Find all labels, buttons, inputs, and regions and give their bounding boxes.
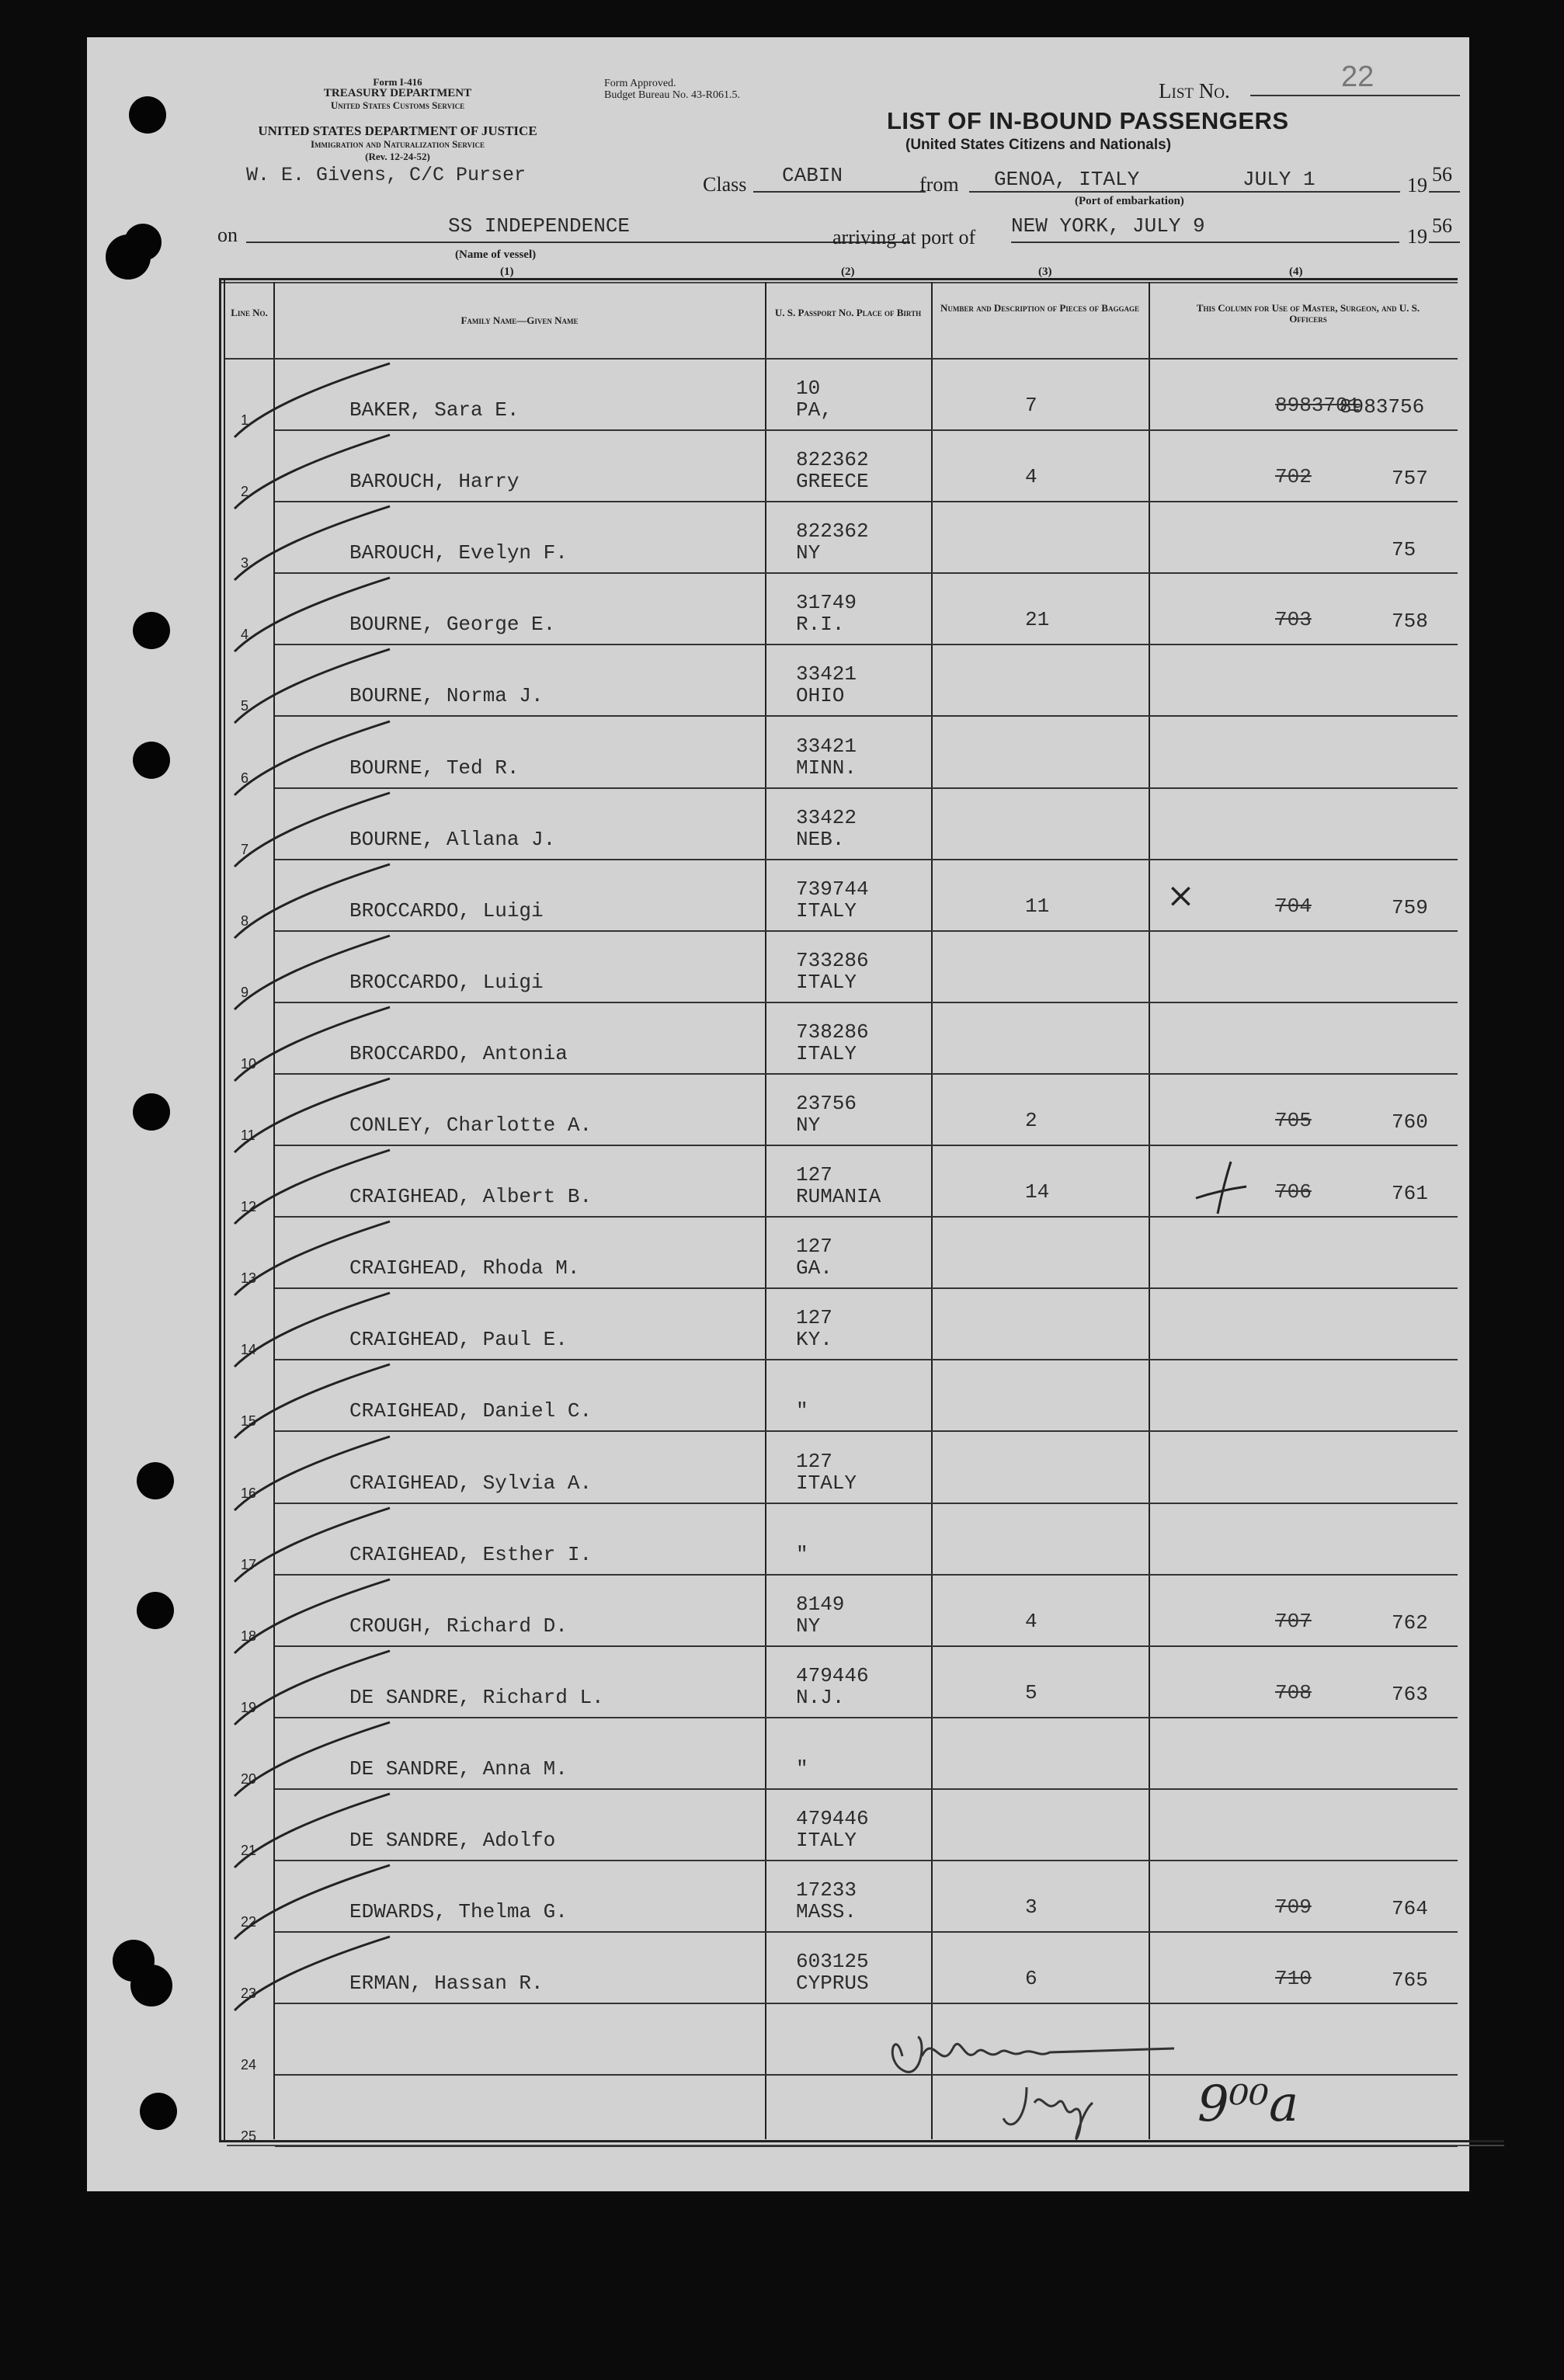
passport-number: 479446 [796,1664,869,1687]
form-number: Form I-416 [373,76,422,88]
row-divider [275,715,1458,717]
officer-code: 757 [1392,467,1428,490]
place-of-birth: OHIO [796,684,845,707]
passenger-name: CRAIGHEAD, Daniel C. [349,1399,593,1423]
officer-code: 758 [1392,610,1428,633]
col-header-name: Family Name—Given Name [461,314,579,326]
year-prefix-1: 19 [1407,174,1427,196]
port-embark-label: (Port of embarkation) [1075,195,1184,207]
baggage-count: 11 [1025,895,1050,918]
line-number: 22 [241,1914,257,1930]
ins: Immigration and Naturalization Service [310,138,485,150]
form-approved: Form Approved. [604,78,676,89]
table-row [87,502,1469,574]
passport-number: 33421 [796,735,857,758]
line-number: 1 [241,412,249,428]
baggage-count: 3 [1025,1895,1037,1919]
punch-hole [133,1093,170,1131]
line-number: 14 [241,1342,257,1357]
place-of-birth: NY [796,1114,821,1137]
punch-hole [137,1592,174,1629]
passport-number: 127 [796,1163,832,1187]
passport-number: 8149 [796,1593,845,1616]
table-row [87,1360,1469,1432]
table-row [87,1647,1469,1718]
baggage-count: 4 [1025,465,1037,488]
from-value: GENOA, ITALY [994,168,1140,191]
passport-number: 739744 [796,877,869,901]
table-row [87,1790,1469,1861]
officer-code: 761 [1392,1182,1428,1205]
passport-number: 738286 [796,1020,869,1044]
col2-number: (2) [841,266,855,278]
place-of-birth: " [796,1399,808,1423]
punch-hole [124,224,162,261]
passenger-name: CRAIGHEAD, Albert B. [349,1185,593,1208]
punch-hole [130,1965,172,2006]
col-header-passport: U. S. Passport No. Place of Birth [774,307,922,318]
passport-number: 10 [796,377,821,400]
passport-number: 33422 [796,806,857,829]
struck-code: 708 [1275,1681,1312,1704]
passenger-name: BOURNE, George E. [349,613,556,636]
table-row [87,645,1469,717]
vessel-name: SS INDEPENDENCE [448,214,631,238]
table-row [87,932,1469,1003]
punch-hole [140,2093,177,2130]
class-label: Class [703,173,747,196]
table-row [87,860,1469,932]
class-value: CABIN [782,164,843,187]
table-row [87,1218,1469,1289]
on-label: on [217,224,238,246]
place-of-birth: ITALY [796,971,857,994]
passport-number: 33421 [796,662,857,686]
struck-code: 702 [1275,465,1312,488]
table-row [87,1289,1469,1360]
passport-number: 733286 [796,949,869,972]
passport-number: 127 [796,1450,832,1473]
row-divider [275,1430,1458,1432]
baggage-count: 6 [1025,1967,1037,1990]
line-number: 21 [241,1843,257,1858]
officer-code: 760 [1392,1110,1428,1134]
baggage-count: 2 [1025,1109,1037,1132]
passenger-name: BAROUCH, Evelyn F. [349,541,568,565]
punch-hole [133,742,170,779]
year-2: 56 [1432,214,1452,237]
vessel-label: (Name of vessel) [455,248,537,261]
place-of-birth: PA, [796,398,832,422]
passport-number: 31749 [796,591,857,614]
page-subtitle: (United States Citizens and Nationals) [905,137,1172,153]
justice-department: UNITED STATES DEPARTMENT OF JUSTICE [258,123,537,138]
passenger-name: BAKER, Sara E. [349,398,520,422]
punch-hole [137,1462,174,1499]
passenger-name: CRAIGHEAD, Sylvia A. [349,1471,593,1495]
revision: (Rev. 12-24-52) [365,151,430,162]
table-row [87,1003,1469,1075]
place-of-birth: CYPRUS [796,1972,869,1995]
arrival-port-date: NEW YORK, JULY 9 [1011,214,1205,238]
line-number: 11 [241,1127,255,1143]
embark-date: JULY 1 [1243,168,1315,191]
tick-mark: × [1166,876,1195,916]
col4-number: (4) [1289,266,1303,278]
passenger-name: CROUGH, Richard D. [349,1614,568,1638]
passenger-name: BROCCARDO, Antonia [349,1042,568,1065]
line-number: 3 [241,555,249,571]
line-number: 13 [241,1270,257,1286]
line-number: 24 [241,2057,257,2073]
passport-number: 127 [796,1306,832,1329]
line-number: 2 [241,484,249,499]
passenger-name: ERMAN, Hassan R. [349,1972,544,1995]
passenger-name: BOURNE, Allana J. [349,828,556,851]
year-prefix-2: 19 [1407,225,1427,248]
place-of-birth: ITALY [796,1471,857,1495]
line-number: 18 [241,1628,257,1644]
table-row [87,789,1469,860]
line-number: 23 [241,1986,257,2001]
baggage-count: 7 [1025,394,1037,417]
passenger-name: CRAIGHEAD, Paul E. [349,1328,568,1351]
line-number: 6 [241,770,249,786]
struck-code: 8983701 [1275,394,1361,417]
passenger-name: BROCCARDO, Luigi [349,971,544,994]
table-row [87,1933,1469,2004]
passport-number: 822362 [796,448,869,471]
table-row [87,1146,1469,1218]
baggage-count: 21 [1025,608,1050,631]
purser: W. E. Givens, C/C Purser [246,164,527,186]
passport-number: 23756 [796,1092,857,1115]
list-no: 22 [1341,61,1375,93]
table-row [87,431,1469,502]
place-of-birth: GREECE [796,470,869,493]
struck-code: 709 [1275,1895,1312,1919]
table-row [87,360,1469,431]
manifest-sheet [87,37,1469,2191]
list-no-label: List No. [1159,79,1230,102]
struck-code: 706 [1275,1180,1312,1204]
table-row [87,2004,1469,2076]
line-number: 19 [241,1700,257,1715]
handwritten-signature [879,2010,1205,2149]
table-row [87,717,1469,789]
struck-code: 704 [1275,895,1312,918]
place-of-birth: R.I. [796,613,845,636]
place-of-birth: N.J. [796,1686,845,1709]
officer-code: 763 [1392,1683,1428,1706]
col3-number: (3) [1038,266,1052,278]
passport-number: 17233 [796,1878,857,1902]
passenger-name: BROCCARDO, Luigi [349,899,544,922]
year-1: 56 [1432,163,1452,186]
line-number: 9 [241,985,249,1000]
passenger-name: EDWARDS, Thelma G. [349,1900,568,1923]
place-of-birth: MINN. [796,756,857,780]
line-number: 10 [241,1056,257,1072]
place-of-birth: NEB. [796,828,845,851]
passport-number: 822362 [796,519,869,543]
line-number: 4 [241,627,249,642]
line-number: 17 [241,1557,257,1572]
passenger-name: DE SANDRE, Adolfo [349,1829,556,1852]
passport-number: 479446 [796,1807,869,1830]
passenger-name: BOURNE, Ted R. [349,756,520,780]
baggage-count: 5 [1025,1681,1037,1704]
budget-bureau: Budget Bureau No. 43-R061.5. [604,89,740,101]
table-row [87,1433,1469,1504]
place-of-birth: MASS. [796,1900,857,1923]
line-number: 5 [241,698,249,714]
from-label: from [919,173,959,196]
officer-code: 75 [1392,538,1416,561]
place-of-birth: ITALY [796,1042,857,1065]
line-number: 25 [241,2128,257,2144]
table-row [87,1718,1469,1790]
place-of-birth: " [796,1757,808,1781]
passenger-name: BOURNE, Norma J. [349,684,544,707]
passenger-name: DE SANDRE, Anna M. [349,1757,568,1781]
line-number: 15 [241,1413,257,1429]
customs-service: United States Customs Service [330,99,465,111]
line-number: 8 [241,913,249,929]
baggage-count: 4 [1025,1610,1037,1633]
struck-code: 703 [1275,608,1312,631]
officer-code: 8983756 [1340,395,1425,419]
table-row [87,1861,1469,1933]
time-note: 9⁰⁰a [1197,2076,1299,2133]
passenger-name: BAROUCH, Harry [349,470,520,493]
passport-number: 603125 [796,1950,869,1973]
table-row [87,574,1469,645]
passenger-name: CONLEY, Charlotte A. [349,1114,593,1137]
place-of-birth: KY. [796,1328,832,1351]
line-number: 16 [241,1485,257,1501]
struck-code: 707 [1275,1610,1312,1633]
line-number: 7 [241,842,249,857]
col-header-line-no: Line No. [231,307,268,318]
col1-number: (1) [500,266,514,278]
col-header-officers: This Column for Use of Master, Surgeon, and U. S. Officers [1196,302,1420,325]
officer-code: 765 [1392,1968,1428,1992]
baggage-count: 14 [1025,1180,1050,1204]
officer-code: 759 [1392,896,1428,919]
struck-code: 710 [1275,1967,1312,1990]
place-of-birth: GA. [796,1256,832,1280]
col-header-baggage: Number and Description of Pieces of Baggage [940,302,1139,314]
passport-number: 127 [796,1235,832,1258]
line-number: 20 [241,1771,257,1787]
row-divider [275,2145,1458,2147]
passenger-name: CRAIGHEAD, Rhoda M. [349,1256,580,1280]
table-row [87,1075,1469,1146]
place-of-birth: ITALY [796,899,857,922]
struck-code: 705 [1275,1109,1312,1132]
tick-mark-row12 [1188,1155,1250,1218]
place-of-birth: NY [796,541,821,565]
passenger-name: DE SANDRE, Richard L. [349,1686,604,1709]
department: TREASURY DEPARTMENT [323,87,472,99]
punch-hole [133,612,170,649]
line-number: 12 [241,1199,257,1214]
officer-code: 762 [1392,1611,1428,1635]
officer-code: 764 [1392,1897,1428,1920]
punch-hole [129,96,166,134]
place-of-birth: RUMANIA [796,1185,881,1208]
place-of-birth: " [796,1543,808,1566]
table-row [87,1504,1469,1576]
page-title: LIST OF IN-BOUND PASSENGERS [887,107,1289,134]
place-of-birth: NY [796,1614,821,1638]
passenger-name: CRAIGHEAD, Esther I. [349,1543,593,1566]
passenger-table [87,37,1469,2191]
arriving-label: arriving at port of [832,226,976,248]
place-of-birth: ITALY [796,1829,857,1852]
table-row [87,1576,1469,1647]
